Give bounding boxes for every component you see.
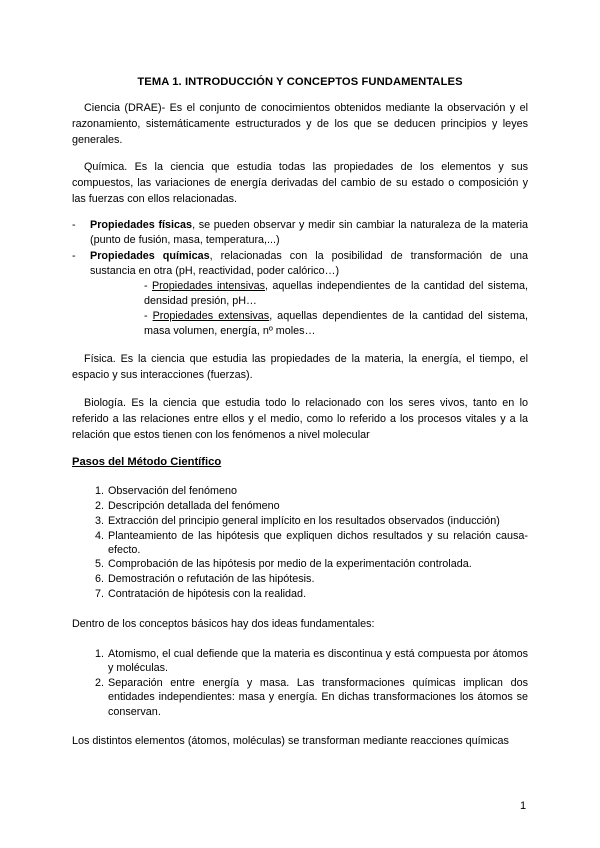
ideas-intro: Dentro de los conceptos básicos hay dos ideas fundamentales:	[72, 618, 375, 630]
list-item-text: Comprobación de las hipótesis por medio de la experimentación controlada.	[108, 558, 472, 570]
list-item-text: Demostración o refutación de las hipótesis.	[108, 573, 315, 585]
list-item	[94, 647, 528, 676]
list-item-text: Descripción detallada del fenómeno	[108, 500, 280, 512]
list-item-text: Observación del fenómeno	[108, 485, 238, 497]
extensivas-text: , aquellas dependientes de la cantidad del sistema, masa volumen, energía, nº moles…	[144, 310, 528, 338]
propiedades-quimicas-text: , relacionadas con la posibilidad de transformación de una sustancia en otra (pH, reactividad, poder calórico…)	[90, 250, 529, 278]
list-item-text: Separación entre energía y masa. Las transformaciones químicas implican dos entidades independientes: masa y energía. En dichas transformaciones los átomos se conservan.	[108, 677, 528, 718]
list-number: 4.	[94, 530, 104, 542]
intensivas-term: Propiedades intensivas	[151, 280, 266, 292]
sub-item-extensivas	[144, 309, 528, 339]
fisica-term: Física.	[84, 353, 116, 365]
list-item	[94, 572, 528, 586]
extensivas-term: Propiedades extensivas	[152, 310, 270, 322]
section-heading: Pasos del Método Científico	[72, 456, 222, 468]
quimica-term: Química.	[84, 161, 128, 173]
dash-bullet: -	[72, 250, 76, 262]
list-item-text: Contratación de hipótesis con la realidad.	[108, 588, 307, 600]
ciencia-paragraph	[72, 101, 528, 148]
propiedades-quimicas-term: Propiedades químicas	[90, 250, 210, 262]
intensivas-text: , aquellas independientes de la cantidad del sistema, densidad presión, pH…	[144, 280, 528, 308]
closing-paragraph: Los distintos elementos (átomos, moléculas) se transforman mediante reacciones químicas	[72, 735, 509, 747]
biologia-paragraph	[72, 396, 528, 443]
list-item	[94, 587, 528, 601]
propiedades-fisicas-term: Propiedades físicas	[90, 219, 193, 231]
list-number: 7.	[94, 588, 104, 600]
page-number: 1	[520, 800, 527, 812]
list-number: 1.	[94, 485, 104, 497]
list-item	[94, 484, 528, 498]
propiedades-fisicas-text: , se pueden observar y medir sin cambiar la naturaleza de la materia (punto de fusión, masa, temperatura,...)	[90, 219, 528, 247]
list-item-text: Atomismo, el cual defiende que la materia es discontinua y está compuesta por átomos y moléculas.	[108, 648, 528, 675]
list-item-propiedades-fisicas	[72, 218, 528, 248]
list-number: 6.	[94, 573, 104, 585]
ciencia-text: Es el conjunto de conocimientos obtenidos mediante la observación y el razonamiento, sistemáticamente estructurados y de los que se deducen principios y leyes generales.	[72, 102, 528, 146]
list-item-text: Extracción del principio general implícito en los resultados observados (inducción)	[108, 515, 500, 527]
list-number: 1.	[94, 648, 104, 660]
list-number: 3.	[94, 515, 104, 527]
ciencia-term: Ciencia (DRAE)-	[84, 102, 166, 114]
intensivas-prefix: -	[144, 280, 152, 292]
dash-bullet: -	[72, 219, 76, 231]
list-number: 2.	[94, 500, 104, 512]
list-item-text: Planteamiento de las hipótesis que expliquen dichos resultados y su relación causa-efecto.	[108, 530, 528, 557]
list-item-propiedades-quimicas	[72, 249, 529, 279]
list-item	[94, 499, 528, 513]
page-title: TEMA 1. INTRODUCCIÓN Y CONCEPTOS FUNDAMENTALES	[137, 76, 463, 88]
list-item	[94, 529, 528, 558]
list-item	[94, 557, 528, 571]
list-item	[94, 514, 528, 528]
fisica-paragraph	[72, 352, 528, 384]
fisica-text: Es la ciencia que estudia las propiedades de la materia, la energía, el tiempo, el espacio y sus interacciones (fuerzas).	[72, 353, 528, 381]
quimica-text: Es la ciencia que estudia todas las propiedades de los elementos y sus compuestos, las variaciones de energía derivadas del cambio de su estado o composición y las fuerzas con ellos relacionadas.	[72, 161, 528, 205]
list-item	[94, 676, 528, 719]
list-number: 2.	[94, 677, 104, 689]
extensivas-prefix: -	[144, 310, 153, 322]
biologia-text: Es la ciencia que estudia todo lo relacionado con los seres vivos, tanto en lo referido a las relaciones entre ellos y el medio, como lo referido a los procesos vitales y a la relación que estos tienen con los fenómenos a nivel molecular	[72, 397, 528, 441]
list-number: 5.	[94, 558, 104, 570]
quimica-paragraph	[72, 160, 528, 207]
biologia-term: Biología.	[84, 397, 127, 409]
sub-item-intensivas	[144, 279, 528, 309]
